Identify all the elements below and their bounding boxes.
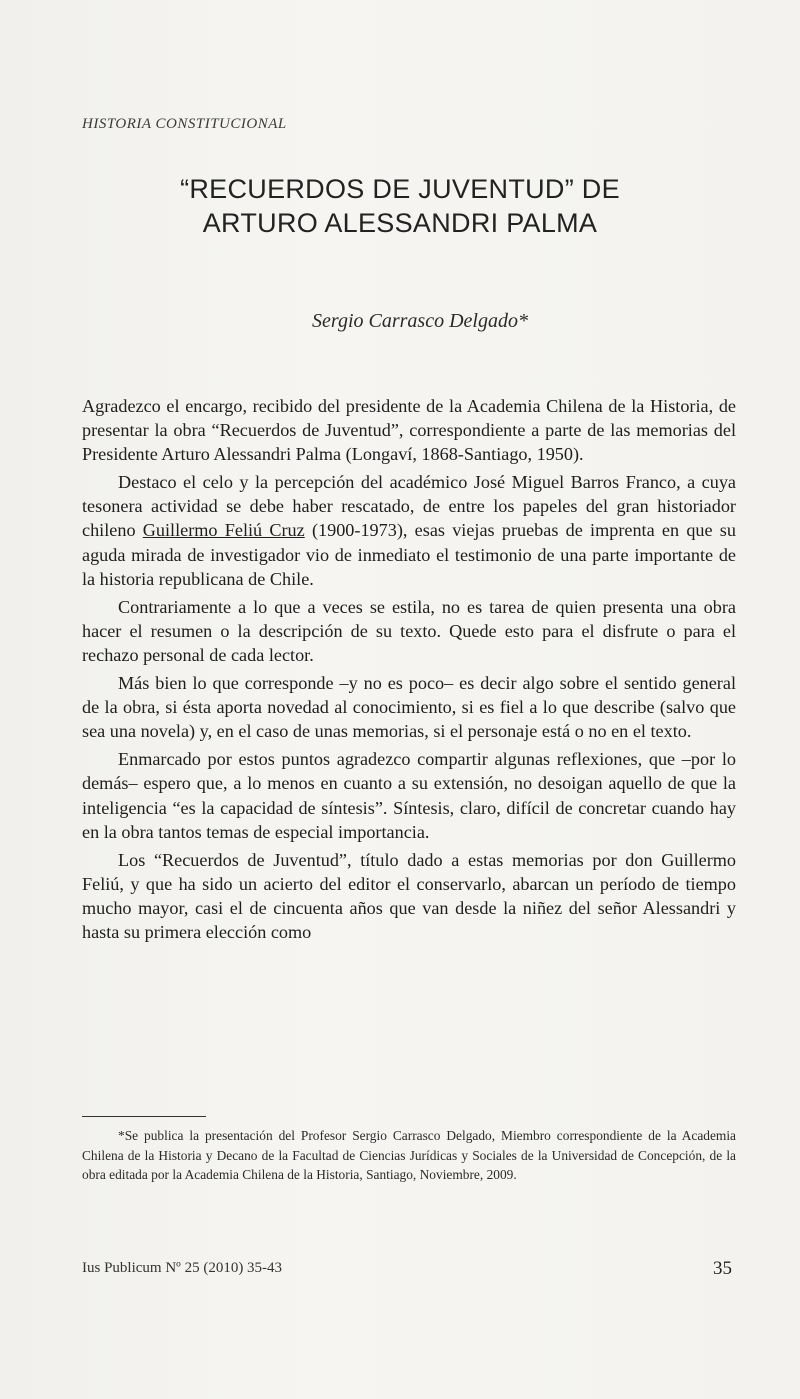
paragraph-6: Los “Recuerdos de Juventud”, título dado a estas memorias por don Guillermo Feliú, y que ha sido un acierto del editor el conservarlo, abarcan un período de tiempo mucho mayor, casi el de cincuenta años que van desde la niñez del señor Alessandri y hasta su primera elección como — [82, 849, 736, 942]
footnote-divider — [82, 1116, 206, 1117]
paragraph-4: Más bien lo que corresponde –y no es poco– es decir algo sobre el sentido general de la obra, si ésta aporta novedad al conocimiento, si es fiel a lo que describe (salvo que sea una novela) y, en el caso de unas memorias, si el personaje está o no en el texto. — [82, 673, 736, 742]
paragraph-3: Contrariamente a lo que a veces se estila, no es tarea de quien presenta una obra hacer el resumen o la descripción de su texto. Quede esto para el disfrute o para el rechazo personal de cada lector. — [82, 596, 736, 665]
paragraph-2-end: (1900-1973), esas viejas pruebas de imprenta en que su aguda mirada de investigador vio de inmediato el testimonio de una parte importante de la historia republicana de Chile. — [82, 520, 736, 589]
footnote-text: *Se publica la presentación del Profesor Sergio Carrasco Delgado, Miembro correspondiente de la Academia Chilena de la Historia y Decano de la Facultad de Ciencias Jurídicas y Sociales de la Universidad de Concepción, de la obra editada por la Academia Chilena de la Historia, Santiago, Noviembre, 2009. — [82, 1128, 736, 1182]
paragraph-1: Agradezco el encargo, recibido del presidente de la Academia Chilena de la Historia, de presentar la obra “Recuerdos de Juventud”, correspondiente a parte de las memorias del Presidente Arturo Alessandri Palma (Longaví, 1868-Santiago, 1950). — [82, 396, 736, 465]
journal-citation: Ius Publicum Nº 25 (2010) 35-43 — [82, 1260, 283, 1276]
author-name: Sergio Carrasco Delgado* — [312, 310, 528, 332]
footnote — [82, 1126, 736, 1185]
article-body — [82, 394, 736, 948]
paragraph-5: Enmarcado por estos puntos agradezco compartir algunas reflexiones, que –por lo demás– espero que, a lo menos en cuanto a su extensión, no desoigan aquello de que la inteligencia “es la capacidad de síntesis”. Síntesis, claro, difícil de concretar cuando hay en la obra tantos temas de especial importancia. — [82, 749, 736, 842]
title-line-2: ARTURO ALESSANDRI PALMA — [202, 208, 598, 238]
title-line-1: “RECUERDOS DE JUVENTUD” DE — [180, 174, 620, 204]
article-title — [100, 172, 700, 240]
underlined-name: Guillermo Feliú Cruz — [142, 520, 305, 541]
paragraph-2-start: Destaco el celo y la percepción del académico José Miguel Barros Franco, a cuya tesonera actividad se debe haber rescatado, de entre los papeles del gran historiador chileno — [82, 472, 736, 541]
page-number: 35 — [713, 1258, 732, 1279]
section-label: HISTORIA CONSTITUCIONAL — [82, 116, 287, 132]
paragraph-2 — [82, 470, 736, 590]
